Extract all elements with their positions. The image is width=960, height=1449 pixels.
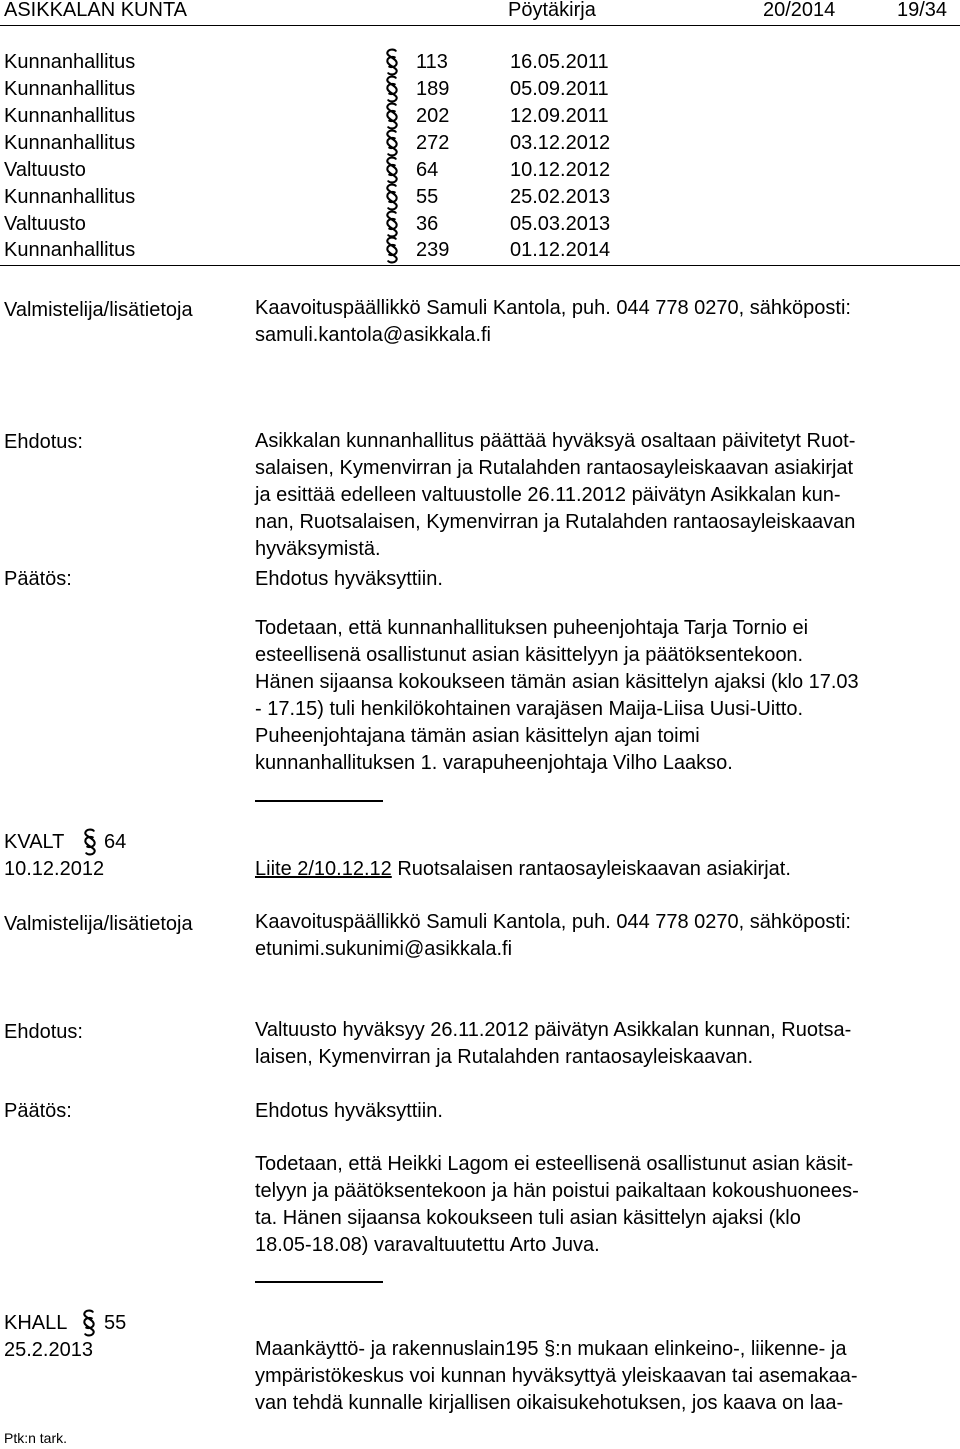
page-number: 19/34 [897, 0, 948, 21]
history-date: 16.05.2011 [510, 51, 609, 73]
reference-label [4, 830, 64, 854]
reference-body: KVALT [4, 831, 65, 853]
history-number: 55 [416, 186, 439, 208]
history-number: 113 [416, 51, 448, 73]
history-body: Kunnanhallitus [4, 132, 136, 154]
body-line: Maankäyttö- ja rakennuslain195 §:n mukaan elinkeino-, liikenne- ja [255, 1338, 847, 1360]
history-date: 25.02.2013 [510, 186, 611, 208]
section-sign-icon [383, 156, 401, 184]
history-date: 05.09.2011 [510, 78, 609, 100]
history-body: Kunnanhallitus [4, 78, 136, 100]
section-sign-icon [81, 828, 99, 856]
decision-label: Päätös: [4, 568, 72, 590]
note-line: - 17.15) tuli henkilökohtainen varajäsen Maija-Liisa Uusi-Uitto. [255, 698, 804, 720]
history-number: 239 [416, 239, 450, 261]
initials-label: Ptk:n tark. [4, 1430, 68, 1446]
note-line: Todetaan, että Heikki Lagom ei esteellisenä osallistunut asian käsit- [255, 1153, 854, 1175]
proposal-line: laisen, Kymenvirran ja Rutalahden rantaosayleiskaavan. [255, 1046, 754, 1068]
history-body: Valtuusto [4, 213, 86, 235]
note-line: esteellisenä osallistunut asian käsittelyyn ja päätöksentekoon. [255, 644, 804, 666]
note-line: 18.05-18.08) varavaltuutettu Arto Juva. [255, 1234, 600, 1256]
preparer-label: Valmistelija/lisätietoja [4, 913, 193, 935]
history-number: 202 [416, 105, 450, 127]
body-line: ympäristökeskus voi kunnan hyväksyttyä yleiskaavan tai asemakaa- [255, 1365, 858, 1387]
reference-number: 55 [104, 1312, 127, 1334]
decision-note [255, 1151, 955, 1259]
section-end-line [255, 1281, 383, 1283]
history-date: 12.09.2011 [510, 105, 609, 127]
history-number: 64 [416, 159, 439, 181]
proposal-line: nan, Ruotsalaisen, Kymenvirran ja Rutalahden rantaosayleiskaavan [255, 511, 856, 533]
preparer-email: etunimi.sukunimi@asikkala.fi [255, 938, 513, 960]
history-date: 10.12.2012 [510, 159, 611, 181]
history-date: 03.12.2012 [510, 132, 611, 154]
reference-body: KHALL [4, 1312, 68, 1334]
section-sign-icon [383, 236, 401, 264]
org-name: ASIKKALAN KUNTA [4, 0, 188, 21]
preparer-info [255, 909, 955, 963]
section-sign-icon [383, 210, 401, 238]
note-line: telyyn ja päätöksentekoon ja hän poistui paikaltaan kokoushuonees- [255, 1180, 859, 1202]
note-line: kunnanhallituksen 1. varapuheenjohtaja Vilho Laakso. [255, 752, 733, 774]
proposal-line: Asikkalan kunnanhallitus päättää hyväksyä osaltaan päivitetyt Ruot- [255, 430, 856, 452]
preparer-info [255, 295, 955, 349]
decision-text: Ehdotus hyväksyttiin. [255, 568, 443, 590]
proposal-line: hyväksymistä. [255, 538, 381, 560]
decision-text: Ehdotus hyväksyttiin. [255, 1100, 443, 1122]
section-sign-icon [383, 75, 401, 103]
doc-type: Pöytäkirja [508, 0, 596, 21]
preparer-email: samuli.kantola@asikkala.fi [255, 324, 491, 346]
attachment-text: Ruotsalaisen rantaosayleiskaavan asiakirjat. [391, 858, 791, 880]
history-body: Kunnanhallitus [4, 239, 136, 261]
preparer-line: Kaavoituspäällikkö Samuli Kantola, puh. 044 778 0270, sähköposti: [255, 911, 851, 933]
history-date: 05.03.2013 [510, 213, 611, 235]
attachment-line [255, 857, 791, 881]
reference-date: 10.12.2012 [4, 858, 105, 880]
decision-label: Päätös: [4, 1100, 72, 1122]
doc-number: 20/2014 [763, 0, 836, 21]
preparer-line: Kaavoituspäällikkö Samuli Kantola, puh. 044 778 0270, sähköposti: [255, 297, 851, 319]
history-number: 36 [416, 213, 439, 235]
proposal-line: ja esittää edelleen valtuustolle 26.11.2012 päivätyn Asikkalan kun- [255, 484, 841, 506]
note-line: Todetaan, että kunnanhallituksen puheenjohtaja Tarja Tornio ei [255, 617, 809, 639]
proposal-text [255, 1017, 955, 1071]
reference-date: 25.2.2013 [4, 1339, 93, 1361]
section-sign-icon [383, 129, 401, 157]
proposal-line: Valtuusto hyväksyy 26.11.2012 päivätyn Asikkalan kunnan, Ruotsa- [255, 1019, 852, 1041]
section-end-line [255, 800, 383, 802]
section-sign-icon [80, 1309, 98, 1337]
history-divider [0, 265, 960, 266]
proposal-label: Ehdotus: [4, 1021, 83, 1043]
history-number: 189 [416, 78, 450, 100]
note-line: Puheenjohtajana tämän asian käsittelyn ajan toimi [255, 725, 700, 747]
reference-number: 64 [104, 831, 127, 853]
section-sign-icon [383, 48, 401, 76]
attachment-link[interactable]: Liite 2/10.12.12 [255, 858, 392, 880]
proposal-line: salaisen, Kymenvirran ja Rutalahden rantaosayleiskaavan asiakirjat [255, 457, 854, 479]
history-body: Kunnanhallitus [4, 51, 136, 73]
preparer-label: Valmistelija/lisätietoja [4, 299, 193, 321]
body-line: van tehdä kunnalle kirjallisen oikaisukehotuksen, jos kaava on laa- [255, 1392, 844, 1414]
proposal-label: Ehdotus: [4, 431, 83, 453]
note-line: Hänen sijaansa kokoukseen tämän asian käsittelyn ajaksi (klo 17.03 [255, 671, 859, 693]
history-body: Valtuusto [4, 159, 86, 181]
history-number: 272 [416, 132, 450, 154]
history-date: 01.12.2014 [510, 239, 611, 261]
section-body-text [255, 1336, 955, 1417]
header-divider [0, 25, 960, 26]
decision-note [255, 615, 955, 777]
history-body: Kunnanhallitus [4, 105, 136, 127]
section-sign-icon [383, 102, 401, 130]
proposal-text [255, 428, 955, 563]
note-line: ta. Hänen sijaansa kokoukseen tuli asian käsittelyn ajaksi (klo [255, 1207, 801, 1229]
history-body: Kunnanhallitus [4, 186, 136, 208]
section-sign-icon [383, 183, 401, 211]
